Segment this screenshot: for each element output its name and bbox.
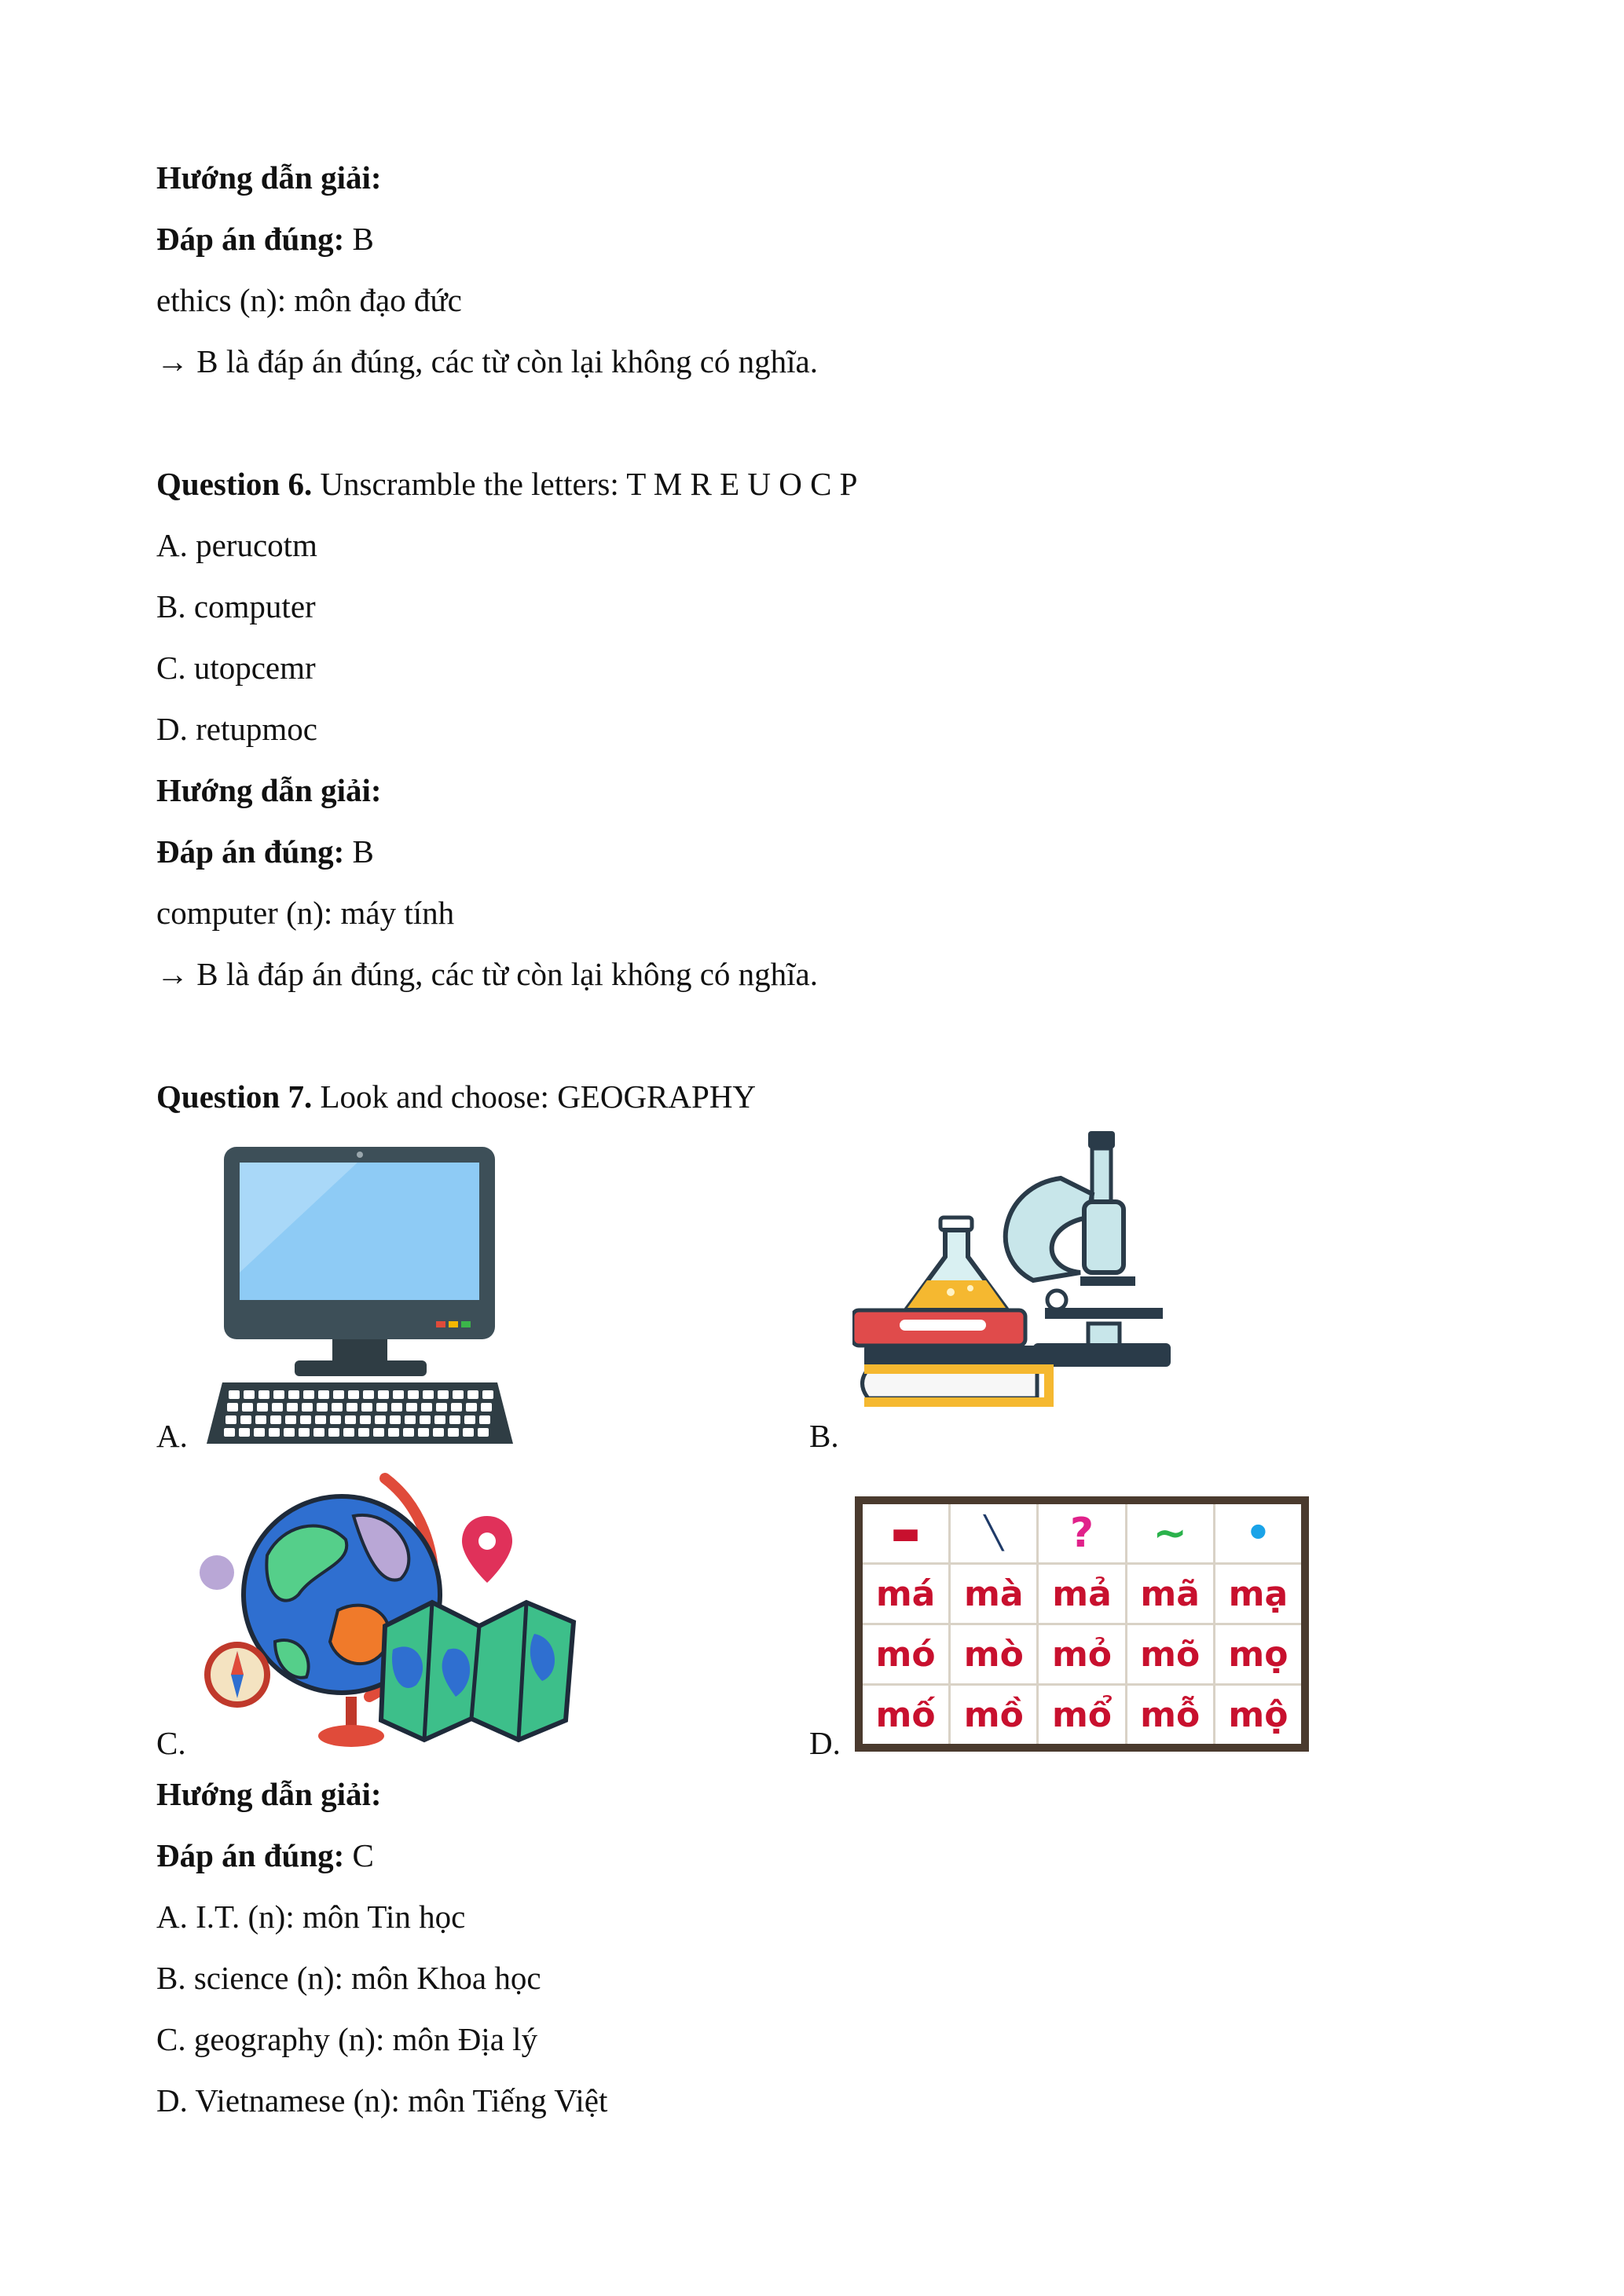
keyboard-key xyxy=(438,1390,449,1399)
keyboard-key xyxy=(403,1428,414,1437)
q6-option-a: A. perucotm xyxy=(156,527,317,563)
keyboard-key xyxy=(390,1415,401,1424)
keyboard-key xyxy=(421,1403,432,1412)
keyboard-key xyxy=(448,1428,459,1437)
keyboard-key xyxy=(288,1390,299,1399)
q6-option-c: C. utopcemr xyxy=(156,650,316,686)
tone-hoi-mark: ? xyxy=(1039,1504,1124,1562)
keyboard-key xyxy=(406,1403,417,1412)
tone-nang-mark: • xyxy=(1215,1504,1301,1562)
keyboard-key xyxy=(284,1428,295,1437)
keyboard-key xyxy=(463,1428,474,1437)
keyboard-key xyxy=(225,1415,236,1424)
keyboard-key xyxy=(391,1403,402,1412)
keyboard-key xyxy=(315,1415,326,1424)
tone-word: mõ xyxy=(1127,1625,1213,1683)
keyboard-key xyxy=(393,1390,404,1399)
keyboard-key xyxy=(332,1403,343,1412)
tone-word: mỗ xyxy=(1127,1686,1213,1744)
keyboard-key xyxy=(479,1415,490,1424)
question-7-label: Question 7. xyxy=(156,1078,313,1115)
keyboard-key xyxy=(299,1428,310,1437)
keyboard-key xyxy=(453,1390,464,1399)
q6-conclusion: → B là đáp án đúng, các từ còn lại không có nghĩa. xyxy=(156,956,819,992)
keyboard-key xyxy=(273,1390,284,1399)
q7-option-d-letter: D. xyxy=(809,1725,841,1761)
q6-option-d: D. retupmoc xyxy=(156,711,317,747)
q7-answer-label: Đáp án đúng: xyxy=(156,1837,345,1873)
keyboard-key xyxy=(257,1403,268,1412)
keyboard-key xyxy=(300,1415,311,1424)
question-6-label: Question 6. xyxy=(156,466,313,502)
tone-word: mộ xyxy=(1215,1686,1301,1744)
keyboard-key xyxy=(258,1390,269,1399)
q7-option-a-letter: A. xyxy=(156,1418,188,1454)
keyboard-key xyxy=(345,1415,356,1424)
q7-explanation-a: A. I.T. (n): môn Tin học xyxy=(156,1899,466,1935)
keyboard-key xyxy=(481,1403,492,1412)
tone-nga-mark: ~ xyxy=(1127,1504,1213,1562)
keyboard-key xyxy=(408,1390,419,1399)
keyboard-key xyxy=(285,1415,296,1424)
tone-sac-mark: ▬ xyxy=(863,1504,948,1562)
keyboard-key xyxy=(433,1428,444,1437)
keyboard-key xyxy=(449,1415,460,1424)
tone-huyen-mark: ╲ xyxy=(951,1504,1036,1562)
q7-answer-value: C xyxy=(344,1837,374,1873)
keyboard-key xyxy=(405,1415,416,1424)
tone-word: mò xyxy=(951,1625,1036,1683)
q6-explanation: computer (n): máy tính xyxy=(156,895,455,931)
keyboard-key xyxy=(302,1403,313,1412)
answer-label: Đáp án đúng: xyxy=(156,221,345,257)
explanation-text: ethics (n): môn đạo đức xyxy=(156,282,462,318)
keyboard-key xyxy=(482,1390,493,1399)
keyboard-key xyxy=(375,1415,386,1424)
tone-word: mã xyxy=(1127,1565,1213,1623)
keyboard-key xyxy=(317,1403,328,1412)
q6-answer-line xyxy=(156,831,374,872)
keyboard-key xyxy=(423,1390,434,1399)
keyboard-key xyxy=(346,1403,357,1412)
keyboard-key xyxy=(478,1428,489,1437)
question-7 xyxy=(156,1076,756,1117)
keyboard-key xyxy=(227,1403,238,1412)
answer-value: B xyxy=(344,221,374,257)
keyboard-key xyxy=(270,1415,281,1424)
keyboard-key xyxy=(363,1390,374,1399)
vietnamese-tones-board xyxy=(855,1496,1309,1752)
geography-icon xyxy=(196,1469,577,1752)
tone-word: mả xyxy=(1039,1565,1124,1623)
keyboard-key xyxy=(360,1415,371,1424)
q7-explanation-c: C. geography (n): môn Địa lý xyxy=(156,2021,538,2057)
science-icon xyxy=(852,1131,1171,1445)
keyboard-key xyxy=(388,1428,399,1437)
q7-explanation-d: D. Vietnamese (n): môn Tiếng Việt xyxy=(156,2082,608,2118)
keyboard-key xyxy=(272,1403,283,1412)
keyboard-key xyxy=(244,1390,255,1399)
keyboard-key xyxy=(373,1428,384,1437)
keyboard-key xyxy=(451,1403,462,1412)
question-7-text: Look and choose: GEOGRAPHY xyxy=(312,1078,757,1115)
q7-option-b-letter: B. xyxy=(809,1418,839,1454)
keyboard-key xyxy=(303,1390,314,1399)
tone-word: mố xyxy=(863,1686,948,1744)
keyboard-key xyxy=(466,1403,477,1412)
q6-guide-heading: Hướng dẫn giải: xyxy=(156,772,382,808)
keyboard-key xyxy=(269,1428,280,1437)
keyboard-key xyxy=(464,1415,475,1424)
tone-word: má xyxy=(863,1565,948,1623)
conclusion-text: → B là đáp án đúng, các từ còn lại không có nghĩa. xyxy=(156,343,819,379)
keyboard-key xyxy=(229,1390,240,1399)
keyboard-key xyxy=(254,1428,265,1437)
keyboard-key xyxy=(224,1428,235,1437)
keyboard-key xyxy=(348,1390,359,1399)
q6-answer-value: B xyxy=(344,833,374,870)
guide-heading: Hướng dẫn giải: xyxy=(156,159,382,196)
q7-guide-heading: Hướng dẫn giải: xyxy=(156,1776,382,1812)
keyboard-key xyxy=(418,1428,429,1437)
keyboard-key xyxy=(240,1415,251,1424)
computer-icon xyxy=(200,1147,519,1445)
question-6 xyxy=(156,463,857,504)
keyboard-key xyxy=(328,1428,339,1437)
keyboard-key xyxy=(467,1390,478,1399)
keyboard-key xyxy=(420,1415,431,1424)
q6-answer-label: Đáp án đúng: xyxy=(156,833,345,870)
tone-word: mà xyxy=(951,1565,1036,1623)
tone-word: mọ xyxy=(1215,1625,1301,1683)
keyboard-key xyxy=(436,1403,447,1412)
keyboard-key xyxy=(239,1428,250,1437)
tone-word: mồ xyxy=(951,1686,1036,1744)
keyboard-key xyxy=(318,1390,329,1399)
keyboard-key xyxy=(287,1403,298,1412)
keyboard-key xyxy=(434,1415,445,1424)
q7-explanation-b: B. science (n): môn Khoa học xyxy=(156,1960,541,1996)
tone-word: mó xyxy=(863,1625,948,1683)
tone-word: mạ xyxy=(1215,1565,1301,1623)
q6-option-b: B. computer xyxy=(156,588,316,624)
keyboard-key xyxy=(330,1415,341,1424)
q7-answer-line xyxy=(156,1835,374,1876)
keyboard-key xyxy=(313,1428,324,1437)
tone-word: mổ xyxy=(1039,1686,1124,1744)
keyboard-key xyxy=(361,1403,372,1412)
keyboard-key xyxy=(358,1428,369,1437)
answer-line xyxy=(156,218,374,259)
keyboard-key xyxy=(343,1428,354,1437)
keyboard-key xyxy=(333,1390,344,1399)
question-6-text: Unscramble the letters: T M R E U O C P xyxy=(312,466,858,502)
q7-option-c-letter: C. xyxy=(156,1725,186,1761)
keyboard-key xyxy=(376,1403,387,1412)
tone-word: mỏ xyxy=(1039,1625,1124,1683)
keyboard-key xyxy=(255,1415,266,1424)
keyboard-key xyxy=(378,1390,389,1399)
keyboard-key xyxy=(242,1403,253,1412)
